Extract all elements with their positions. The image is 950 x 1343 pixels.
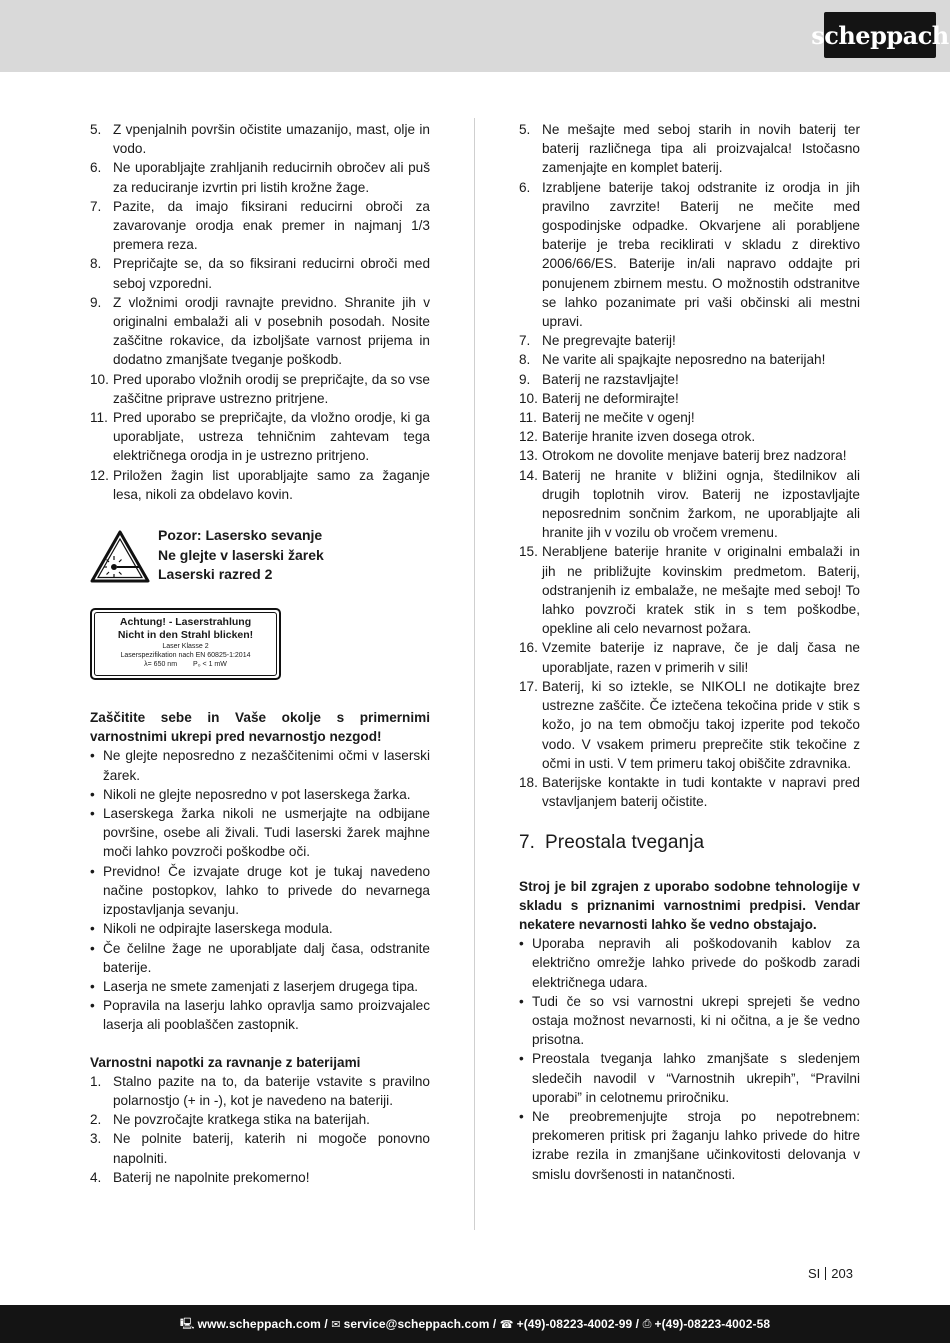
list-item: 4. Baterij ne napolnite prekomerno! [90,1169,310,1185]
list-item: 10. Baterij ne deformirajte! [519,390,679,406]
list-item: 13. Otrokom ne dovolite menjave baterij brez nadzora! [519,448,847,464]
list-item: 12. Baterije hranite izven dosega otrok. [519,429,756,445]
fax-icon: ⎙ [642,1317,652,1330]
list-item: 15. Nerabljene baterije hranite v originalni embalaži in jih ne približujte kovinskim predmetom. Baterij, odstranjenih iz embalaže, ne mešajte med seboj! To lahko povzroči kratek stik in s tem poškodbe, opekline ali celo nevarnost požara. [519,544,860,637]
list-item: • Tudi če so vsi varnostni ukrepi sprejeti še vedno ostaja možnost nevarnosti, ki ni očitna, a je še vedno prisotna. [519,992,860,1050]
footer-phone: +(49)-08223-4002-99 [516,1317,633,1331]
list-item: 6. Ne uporabljajte zrahljanih reducirnih obročev ali puš za reduciranje izvrtin pri listih krožne žage. [90,160,430,195]
computer-icon: 🖳 [179,1317,195,1330]
list-item: 16. Vzemite baterije iz naprave, če je dalj časa ne uporabljate, razen v primerih v sili! [519,640,860,675]
list-item: 9. Baterij ne razstavljajte! [519,371,679,387]
list-item: • Laserskega žarka nikoli ne usmerjajte na odbijane površine, osebe ali živali. Tudi laserski žarek majhne moči lahko povzroči poškodbe oči. [90,804,430,862]
left-column [90,120,430,1187]
residual-risk-list [519,934,860,1184]
tool-safety-list [90,120,430,504]
list-item: 12. Priložen žagin list uporabljajte samo za žaganje lesa, nikoli za obdelavo kovin. [90,467,430,502]
list-item: 5. Ne mešajte med seboj starih in novih baterij ter baterij različnega tipa ali proizvajalca! Istočasno zamenjajte en komplet baterij. [519,122,860,176]
list-item: 7. Pazite, da imajo fiksirani reducirni obroči za zavarovanje orodja enak premer in najmanj 1/3 premera reza. [90,198,430,253]
list-item: 6. Izrabljene baterije takoj odstranite iz orodja in jih pravilno zavrzite! Baterij ne mečite med gospodinjske odpadke. Okvarjene ali porabljene baterije je treba reciklirati v skladu z direktivo 2006/66/ES. Baterije in/ali napravo oddajte pri ponujenem zbirnem mestu. O možnostih odstranitve se lahko pozanimate pri vaši občinski ali mestni upravi. [519,179,860,330]
list-item: 9. Z vložnimi orodji ravnajte previdno. Shranite jih v originalni embalaži ali v posebnih posodah. Nosite zaščitne rokavice, da izboljšate varnost prijema in dodatno zmanjšate tveganje poškodb. [90,294,430,368]
section-intro: Stroj je bil zgrajen z uporabo sodobne tehnologije v skladu s priznanimi varnostnimi predpisi. Vendar nekatere nevarnosti lahko še vedno obstajajo. [519,878,860,932]
list-item: 7. Ne pregrevajte baterij! [519,333,676,349]
list-item: 14. Baterij ne hranite v bližini ognja, štedilnikov ali drugih toplotnih virov. Baterij ne izpostavljajte neposrednim sončnim žarkom, ne uporabljajte ali hranite jih v vozilu ob vročem vremenu. [519,467,860,541]
footer-email[interactable]: service@scheppach.com [343,1317,490,1331]
list-item: • Ne glejte neposredno z nezaščitenimi očmi v laserski žarek. [90,746,430,784]
list-item: 8. Ne varite ali spajkajte neposredno na baterijah! [519,352,826,368]
list-item: 3. Ne polnite baterij, katerih ni mogoče ponovno napolniti. [90,1131,430,1166]
list-item: • Če čelilne žage ne uporabljate dalj časa, odstranite baterije. [90,939,430,977]
laser-label-sticker: Achtung! - Laserstrahlung Nicht in den Strahl blicken! Laser Klasse 2 Laserspezifikation nach EN 60825-1:2014 λ= 650 nm P₀ < 1 mW [90,608,281,680]
column-divider [474,118,475,1230]
list-item: • Previdno! Če izvajate druge kot je tukaj navedeno načine postopkov, lahko to privede do nevarnega izpostavljanja sevanju. [90,862,430,920]
list-item: • Preostala tveganja lahko zmanjšate s sledenjem sledečih navodil v “Varnostnih ukrepih”, “Pravilni uporabi” in celotnemu priročniku. [519,1049,860,1107]
right-column [519,120,860,1184]
list-item: 8. Prepričajte se, da so fiksirani reducirni obroči med seboj vzporedni. [90,256,430,291]
laser-safety-list [90,746,430,1034]
list-item: 11. Pred uporabo se prepričajte, da vložno orodje, ki ga uporabljate, ustreza tehničnim zahtevam tega električnega orodja in je ustrezno pritrjeno. [90,410,430,464]
footer-bar: 🖳 www.scheppach.com / ✉ service@scheppach.com / ☎ +(49)-08223-4002-99 / ⎙ +(49)-08223-4002-58 [0,1305,950,1343]
list-item: • Uporaba nepravih ali poškodovanih kablov za električno omrežje lahko privede do poškodb zaradi električnega udara. [519,934,860,992]
list-item: 2. Ne povzročajte kratkega stika na baterijah. [90,1112,370,1128]
protect-heading: Zaščitite sebe in Vaše okolje s primernimi varnostnimi ukrepi pred nevarnostjo nezgod! [90,710,430,745]
page-number: SI 203 [808,1266,853,1281]
list-item: 11. Baterij ne mečite v ogenj! [519,410,695,426]
laser-hazard-icon [90,530,150,584]
list-item: • Laserja ne smete zamenjati z laserjem drugega tipa. [90,977,430,996]
list-item: 1. Stalno pazite na to, da baterije vstavite s pravilno polarnostjo (+ in -), kot je navedeno na bateriji. [90,1073,430,1108]
list-item: • Ne preobremenjujte stroja po nepotrebnem: prekomeren pritisk pri žaganju lahko privede do hitre izrabe rezila in zmanjšane učinkovitosti delovanja v smislu dovršenosti in natančnosti. [519,1107,860,1184]
list-item: 10. Pred uporabo vložnih orodij se prepričajte, da so vse zaščitne priprave ustrezno pritrjene. [90,371,430,406]
list-item: • Nikoli ne glejte neposredno v pot laserskega žarka. [90,785,430,804]
mail-icon: ✉ [331,1318,341,1331]
section-title: 7. Preostala tveganja [519,832,705,854]
list-item: • Popravila na laserju lahko opravlja samo proizvajalec laserja ali pooblaščen zastopnik. [90,996,430,1034]
list-item: • Nikoli ne odpirajte laserskega modula. [90,919,430,938]
list-item: 5. Z vpenjalnih površin očistite umazanijo, mast, olje in vodo. [90,122,430,157]
battery-heading: Varnostni napotki za ravnanje z baterijami [90,1054,361,1070]
list-item: 18. Baterijske kontakte in tudi kontakte v napravi pred vstavljanjem baterij očistite. [519,774,860,810]
list-item: 17. Baterij, ki so iztekle, se NIKOLI ne dotikajte brez ustrezne zaščite. Če iztečena tekočina pride v stik s kožo, jo na tem območju takoj izperite pod tekočo vodo. V vsakem primeru preprečite stik tekočine z očmi in usti. V tem primeru takoj obiščite zdravnika. [519,678,860,771]
footer-fax: +(49)-08223-4002-58 [654,1317,771,1331]
battery-safety-list [90,1072,430,1187]
phone-icon: ☎ [499,1318,514,1331]
header-bar [0,0,950,72]
brand-logo: scheppach [824,12,936,58]
laser-warning-text: Pozor: Lasersko sevanje Ne glejte v laserski žarek Laserski razred 2 [158,527,324,583]
footer-website[interactable]: www.scheppach.com [197,1317,321,1331]
laser-warning [90,526,430,596]
battery-safety-list-cont [519,120,860,811]
